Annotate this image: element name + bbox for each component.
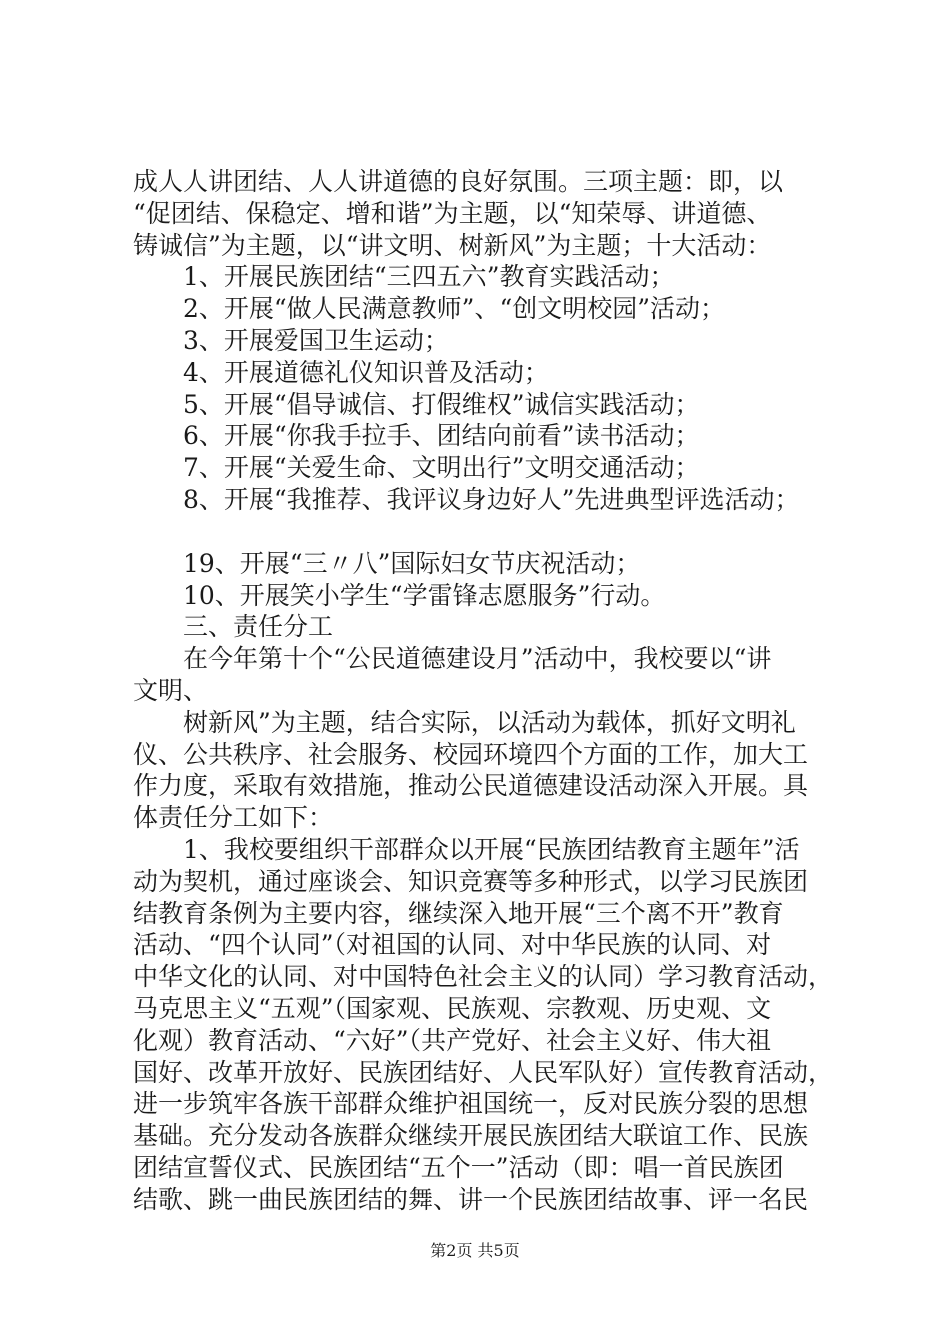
- text-line: 19、开展“三〃八”国际妇女节庆祝活动；: [183, 548, 641, 578]
- page-footer: 第2页 共5页: [430, 1241, 520, 1260]
- text-line: 6、开展“你我手拉手、团结向前看”读书活动；: [183, 421, 700, 451]
- text-line: 铸诚信”为主题，以“讲文明、树新风”为主题；十大活动：: [133, 230, 772, 260]
- document-body: [133, 166, 833, 1216]
- text-line: 8、开展“我推荐、我评议身边好人”先进典型评选活动；: [183, 484, 800, 514]
- text-line: 国好、改革开放好、民族团结好、人民军队好）宣传教育活动，: [133, 1057, 833, 1087]
- text-line: 中华文化的认同、对中国特色社会主义的认同）学习教育活动，: [133, 962, 833, 992]
- text-line: 成人人讲团结、人人讲道德的良好氛围。三项主题：即，以: [133, 167, 784, 196]
- paragraph-block-top: [133, 166, 833, 516]
- text-line: 马克思主义“五观”（国家观、民族观、宗教观、历史观、文: [133, 993, 772, 1023]
- text-line: 活动、“四个认同”（对祖国的认同、对中华民族的认同、对: [133, 930, 772, 960]
- text-line: 1、我校要组织干部群众以开展“民族团结教育主题年”活: [183, 834, 800, 864]
- text-line: 动为契机，通过座谈会、知识竞赛等多种形式，以学习民族团: [133, 866, 809, 896]
- text-line: 3、开展爱国卫生运动；: [183, 325, 449, 355]
- text-line: 4、开展道德礼仪知识普及活动；: [183, 357, 549, 387]
- text-line: 三、责任分工: [183, 612, 334, 642]
- paragraph-block-bottom: [133, 548, 833, 1216]
- blank-line: [133, 516, 833, 548]
- text-line: 结歌、跳一曲民族团结的舞、讲一个民族团结故事、评一名民: [133, 1184, 809, 1214]
- text-line: 7、开展“关爱生命、文明出行”文明交通活动；: [183, 453, 700, 483]
- text-line: 基础。充分发动各族群众继续开展民族团结大联谊工作、民族: [133, 1121, 809, 1151]
- text-line: “促团结、保稳定、增和谐”为主题，以“知荣辱、讲道德、: [133, 198, 772, 228]
- text-line: 10、开展笑小学生“学雷锋志愿服务”行动。: [183, 580, 666, 610]
- text-line: 结教育条例为主要内容，继续深入地开展“三个离不开”教育: [133, 898, 784, 928]
- text-line: 仪、公共秩序、社会服务、校园环境四个方面的工作，加大工: [133, 739, 809, 769]
- text-line: 5、开展“倡导诚信、打假维权”诚信实践活动；: [183, 389, 700, 419]
- text-line: 文明、: [133, 675, 209, 705]
- text-line: 树新风”为主题，结合实际，以活动为载体，抓好文明礼: [183, 707, 796, 737]
- text-line: 作力度，采取有效措施，推动公民道德建设活动深入开展。具: [133, 771, 809, 801]
- text-line: 化观）教育活动、“六好”（共产党好、社会主义好、伟大祖: [133, 1025, 772, 1055]
- text-line: 2、开展“做人民满意教师”、“创文明校园”活动；: [183, 294, 726, 324]
- text-line: 在今年第十个“公民道德建设月”活动中，我校要以“讲: [183, 644, 772, 674]
- text-line: 体责任分工如下：: [133, 803, 334, 833]
- text-line: 1、开展民族团结“三四五六”教育实践活动；: [183, 262, 675, 292]
- text-line: 团结宣誓仪式、民族团结“五个一”活动（即：唱一首民族团: [133, 1152, 784, 1182]
- text-line: 进一步筑牢各族干部群众维护祖国统一，反对民族分裂的思想: [133, 1089, 809, 1119]
